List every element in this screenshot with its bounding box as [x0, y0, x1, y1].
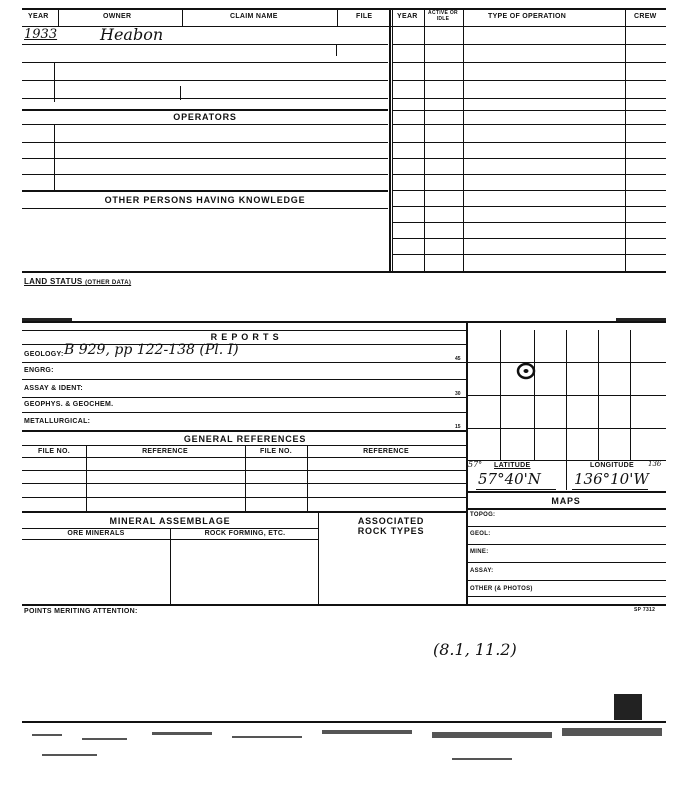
- side-number-15: 15: [455, 424, 461, 430]
- engrg-label: ENGRG:: [24, 367, 54, 374]
- col-type-operation-label: TYPE OF OPERATION: [488, 13, 567, 20]
- location-marker-icon: [515, 361, 537, 381]
- latitude-value: 57°40'N: [478, 470, 541, 488]
- latitude-prefix: 57°: [468, 460, 483, 469]
- other-persons-heading: OTHER PERSONS HAVING KNOWLEDGE: [104, 195, 306, 205]
- entry-year-value: 1933: [24, 27, 58, 42]
- land-status-sub: (OTHER DATA): [85, 280, 132, 286]
- reports-heading: R E P O R T S: [210, 332, 280, 342]
- geophys-label: GEOPHYS. & GEOCHEM.: [24, 401, 114, 408]
- maps-geol-label: GEOL:: [470, 531, 491, 537]
- side-number-30: 30: [455, 391, 461, 397]
- maps-heading: MAPS: [551, 496, 581, 506]
- maps-mine-label: MINE:: [470, 549, 489, 555]
- geology-label: GEOLOGY:: [24, 351, 64, 358]
- rock-types-label: ROCK TYPES: [357, 526, 425, 536]
- footer-note: (8.1, 11.2): [433, 640, 517, 659]
- maps-assay-label: ASSAY:: [470, 568, 494, 574]
- col-active-idle-label: ACTIVE OR IDLE: [428, 10, 458, 22]
- ref-reference-1: REFERENCE: [142, 448, 188, 455]
- col-claim-name-label: CLAIM NAME: [230, 13, 278, 20]
- scan-noise-band: [22, 724, 666, 764]
- land-status-label: [24, 277, 131, 286]
- ref-file-no-1: FILE NO.: [38, 448, 70, 455]
- side-number-45: 45: [455, 356, 461, 362]
- associated-label: ASSOCIATED: [357, 516, 425, 526]
- entry-owner-value: Heabon: [100, 25, 164, 44]
- col-year-label: YEAR: [28, 13, 49, 20]
- mineral-assemblage-heading: MINERAL ASSEMBLAGE: [109, 516, 231, 526]
- longitude-value: 136°10'W: [574, 470, 649, 488]
- col-crew-label: CREW: [634, 13, 657, 20]
- general-references-heading: GENERAL REFERENCES: [183, 434, 307, 444]
- latitude-label: LATITUDE: [494, 462, 531, 469]
- maps-other-label: OTHER (& PHOTOS): [470, 586, 533, 592]
- col-owner-label: OWNER: [103, 13, 132, 20]
- assay-ident-label: ASSAY & IDENT:: [24, 385, 84, 392]
- ore-minerals-label: ORE MINERALS: [67, 530, 125, 537]
- ref-reference-2: REFERENCE: [363, 448, 409, 455]
- col-year-right-label: YEAR: [397, 13, 418, 20]
- scan-artifact-block: [614, 694, 642, 720]
- maps-topog-label: TOPOG:: [470, 512, 496, 518]
- longitude-suffix: 136: [648, 460, 662, 468]
- form-number: SP 7312: [634, 607, 656, 613]
- operators-heading: OPERATORS: [173, 112, 237, 122]
- geology-value: B 929, pp 122-138 (Pl. I): [64, 342, 239, 358]
- ref-file-no-2: FILE NO.: [260, 448, 292, 455]
- rock-forming-label: ROCK FORMING, ETC.: [204, 530, 286, 537]
- land-status-title: LAND STATUS: [24, 277, 83, 286]
- longitude-label: LONGITUDE: [590, 462, 634, 469]
- points-meriting-label: POINTS MERITING ATTENTION:: [24, 608, 138, 615]
- col-file-label: FILE: [356, 13, 373, 20]
- metallurgical-label: METALLURGICAL:: [24, 418, 91, 425]
